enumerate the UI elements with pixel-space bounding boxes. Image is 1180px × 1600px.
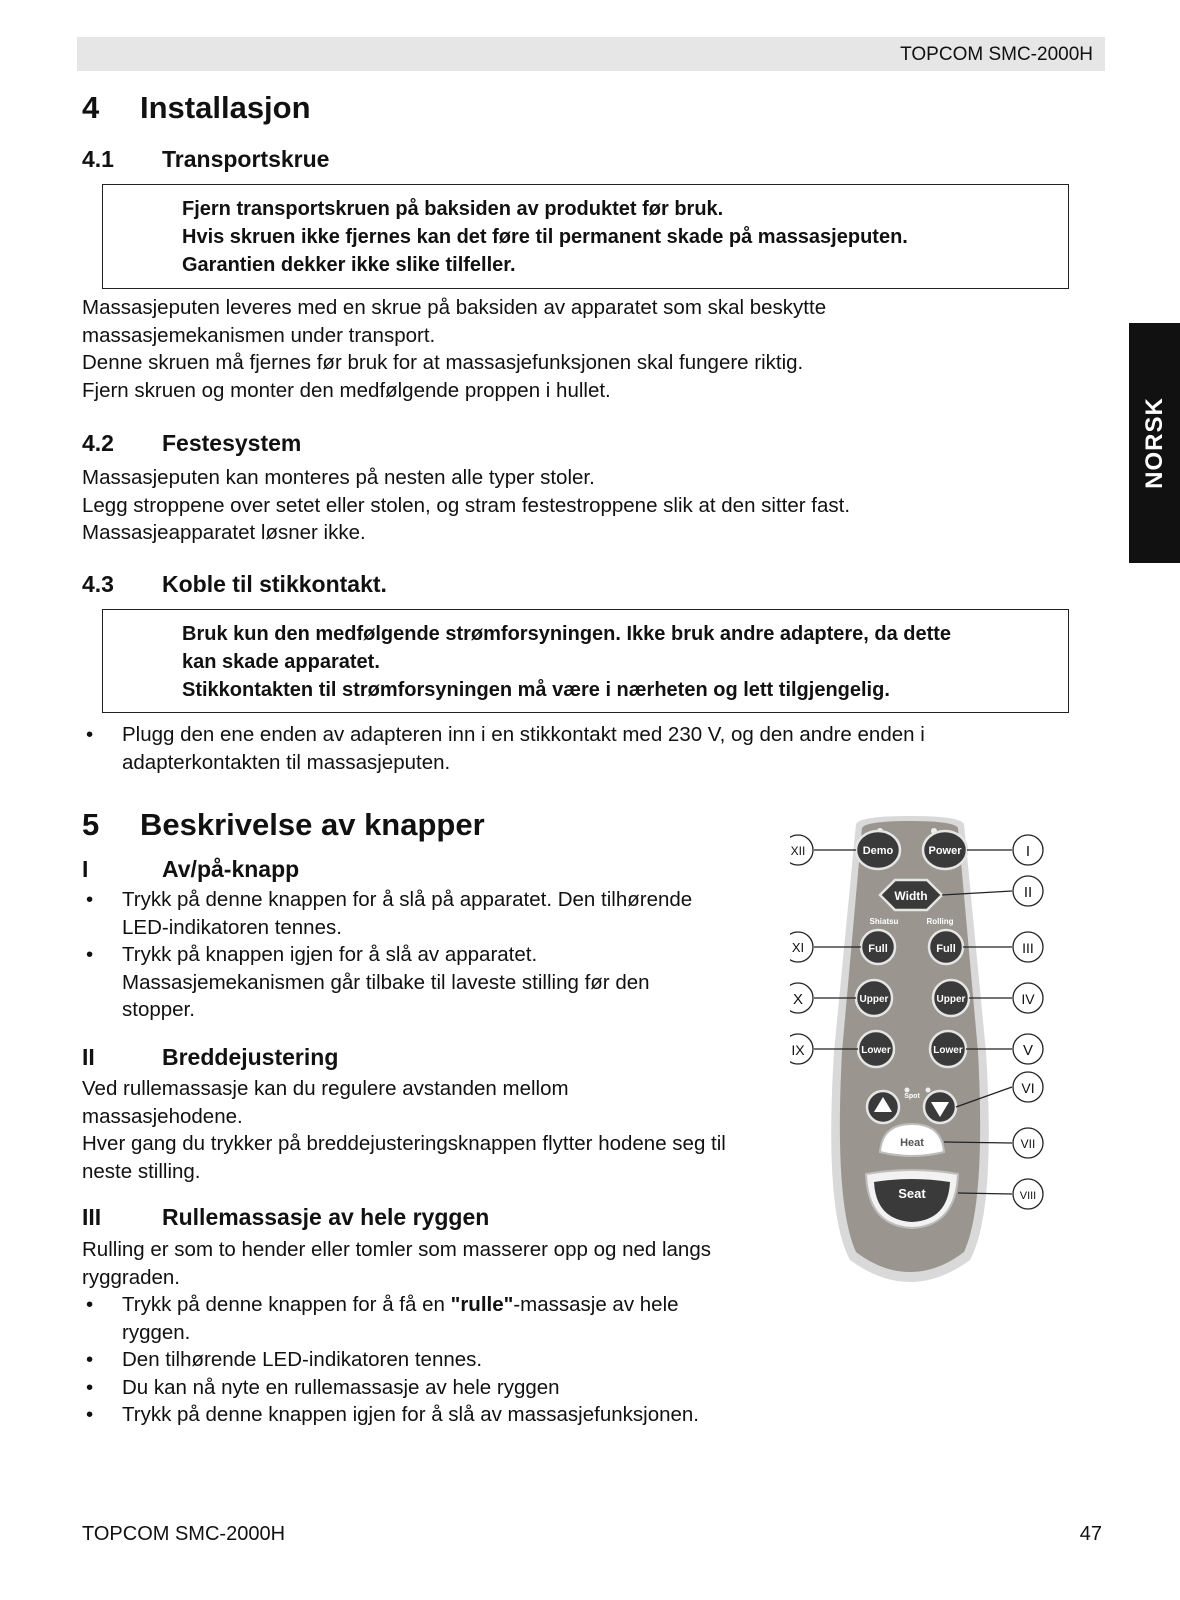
text-line: Du kan nå nyte en rullemassasje av hele ryggen xyxy=(122,1375,560,1399)
warning-line: Hvis skruen ikke fjernes kan det føre til permanent skade på massasjeputen. xyxy=(182,226,908,248)
full-rolling-button[interactable] xyxy=(929,930,963,964)
callout-iii xyxy=(1013,932,1043,962)
power-label: Power xyxy=(928,845,962,857)
callout-vii xyxy=(1013,1128,1043,1158)
heat-label: Heat xyxy=(900,1137,924,1149)
rolling-label: Rolling xyxy=(926,917,954,926)
section-4-heading xyxy=(82,90,311,126)
bullet-dot: • xyxy=(86,1375,94,1399)
text-line: Rulling er som to hender eller tomler som masserer opp og ned langs xyxy=(82,1238,711,1261)
text-line: Massasjeputen kan monteres på nesten alle typer stoler. xyxy=(82,466,595,489)
full-shiatsu-button[interactable] xyxy=(861,930,895,964)
text-line: Massasjemekanismen går tilbake til laveste stilling før den xyxy=(122,970,650,994)
text-line: LED-indikatoren tennes. xyxy=(122,915,342,939)
text-line: ryggen. xyxy=(122,1320,191,1344)
section-number: 5 xyxy=(82,807,100,842)
text-line: Fjern skruen og monter den medfølgende proppen i hullet. xyxy=(82,378,611,402)
list-item xyxy=(82,941,782,1024)
text-fragment: Trykk på denne knappen for å få en xyxy=(122,1293,451,1316)
button-roman: I xyxy=(82,856,89,882)
warning-line: Fjern transportskruen på baksiden av produktet før bruk. xyxy=(182,198,724,220)
section-number: 4 xyxy=(82,90,100,125)
text-line: stopper. xyxy=(122,998,195,1021)
lower-label: Lower xyxy=(861,1045,891,1056)
text-line: Den tilhørende LED-indikatoren tennes. xyxy=(122,1348,483,1371)
button-iii-heading xyxy=(82,1204,489,1231)
page-header xyxy=(77,37,1105,71)
list-item xyxy=(82,1346,802,1374)
callout-label: XI xyxy=(791,940,805,955)
callout-x xyxy=(790,983,813,1013)
text-line: Trykk på knappen igjen for å slå av apparatet. xyxy=(122,943,538,966)
full-label: Full xyxy=(868,943,888,955)
button-i-bullets xyxy=(82,886,782,1024)
upper-label: Upper xyxy=(936,994,966,1005)
subsection-number: 4.2 xyxy=(82,430,114,456)
subsection-title: Koble til stikkontakt. xyxy=(162,571,387,597)
upper-label: Upper xyxy=(859,994,889,1005)
callout-label: IX xyxy=(791,1042,805,1058)
text-line: massasjehodene. xyxy=(82,1104,243,1128)
callout-label: VII xyxy=(1020,1137,1036,1151)
list-item xyxy=(82,886,782,941)
bullet-dot: • xyxy=(86,1348,94,1371)
callout-iv xyxy=(1013,983,1043,1013)
upper-rolling-button[interactable] xyxy=(933,980,969,1016)
subsection-number: 4.1 xyxy=(82,146,114,172)
callout-label: X xyxy=(792,991,804,1008)
callout-label: V xyxy=(1022,1042,1034,1059)
led-indicator xyxy=(905,1088,910,1093)
callout-label: I xyxy=(1025,843,1031,860)
spot-label: Spot xyxy=(904,1093,920,1100)
text-line: neste stilling. xyxy=(82,1159,201,1183)
upper-shiatsu-button[interactable] xyxy=(856,980,892,1016)
text-line: Trykk på denne knappen igjen for å slå av massasjefunksjonen. xyxy=(122,1403,699,1426)
footer-product-name: TOPCOM SMC-2000H xyxy=(82,1523,286,1545)
list-item xyxy=(82,1291,802,1346)
warning-box-transport-screw xyxy=(102,184,1069,289)
section-5-heading xyxy=(82,807,485,843)
warning-line: Garantien dekker ikke slike tilfeller. xyxy=(182,254,516,276)
text-line: ryggraden. xyxy=(82,1265,181,1289)
callout-i xyxy=(1013,835,1043,865)
lower-shiatsu-button[interactable] xyxy=(858,1031,894,1067)
callout-label: XII xyxy=(790,844,806,858)
callout-ix xyxy=(790,1034,813,1064)
section-title: Beskrivelse av knapper xyxy=(140,807,485,842)
callout-xi xyxy=(790,932,813,962)
text-line: Legg stroppene over setet eller stolen, og stram festestroppene slik at den sitter fast. xyxy=(82,493,851,517)
subsection-title: Festesystem xyxy=(162,430,302,456)
bullet-dot: • xyxy=(86,723,94,746)
text-line: Hver gang du trykker på breddejusteringsknappen flytter hodene seg til xyxy=(82,1132,726,1155)
paragraph-width xyxy=(82,1075,802,1185)
power-button[interactable] xyxy=(923,831,967,869)
text-emphasis: "rulle" xyxy=(450,1293,514,1316)
section-4-3-heading xyxy=(82,571,387,598)
language-tab xyxy=(1129,323,1180,563)
callout-viii xyxy=(1013,1179,1043,1209)
bullet-dot: • xyxy=(86,888,94,911)
text-line xyxy=(122,1291,802,1319)
list-item xyxy=(82,1374,802,1402)
button-roman: III xyxy=(82,1204,102,1230)
width-label: Width xyxy=(894,889,928,903)
text-line: Trykk på denne knappen for å slå på apparatet. Den tilhørende xyxy=(122,888,693,911)
callout-label: IV xyxy=(1021,991,1035,1007)
subsection-number: 4.3 xyxy=(82,571,114,597)
text-line: Plugg den ene enden av adapteren inn i en stikkontakt med 230 V, og den andre enden i xyxy=(122,723,925,746)
section-4-1-heading xyxy=(82,146,329,173)
text-line: Massasjeapparatet løsner ikke. xyxy=(82,521,366,544)
header-title: TOPCOM SMC-2000H xyxy=(900,44,1093,65)
warning-line: kan skade apparatet. xyxy=(182,651,380,673)
section-4-2-heading xyxy=(82,430,301,457)
callout-vi xyxy=(1013,1072,1043,1102)
width-button[interactable] xyxy=(880,880,942,910)
full-label: Full xyxy=(936,943,956,955)
text-line: massasjemekanismen under transport. xyxy=(82,323,436,347)
shiatsu-label: Shiatsu xyxy=(869,917,899,926)
remote-control-illustration xyxy=(790,812,1090,1292)
spot-up-button[interactable] xyxy=(867,1091,899,1123)
button-roman: II xyxy=(82,1044,95,1070)
text-line: Denne skruen må fjernes før bruk for at massasjefunksjonen skal fungere riktig. xyxy=(82,351,804,374)
button-title: Breddejustering xyxy=(162,1044,339,1070)
list-item xyxy=(82,1401,802,1429)
paragraph-rolling xyxy=(82,1236,802,1429)
bullet-dot: • xyxy=(86,1293,94,1316)
section-title: Installasjon xyxy=(140,90,311,125)
callout-label: II xyxy=(1023,884,1033,901)
callout-label: VI xyxy=(1021,1080,1035,1096)
callout-v xyxy=(1013,1034,1043,1064)
button-i-heading xyxy=(82,856,299,883)
bullet-adapter xyxy=(82,721,1062,776)
paragraph-fastening xyxy=(82,464,850,547)
warning-line: Bruk kun den medfølgende strømforsyningen. Ikke bruk andre adaptere, da dette xyxy=(182,623,952,645)
button-title: Rullemassasje av hele ryggen xyxy=(162,1204,490,1230)
lower-label: Lower xyxy=(933,1045,963,1056)
subsection-title: Transportskrue xyxy=(162,146,330,172)
callout-xii xyxy=(790,835,813,865)
lower-rolling-button[interactable] xyxy=(930,1031,966,1067)
paragraph-transport-screw xyxy=(82,294,826,404)
bullet-dot: • xyxy=(86,943,94,966)
button-ii-heading xyxy=(82,1044,338,1071)
bullet-dot: • xyxy=(86,1403,94,1426)
button-title: Av/på-knapp xyxy=(162,856,300,882)
demo-label: Demo xyxy=(862,845,894,857)
led-indicator xyxy=(926,1088,931,1093)
text-fragment: -massasje av hele xyxy=(513,1293,679,1316)
page-number: 47 xyxy=(1079,1523,1102,1545)
language-tab-label: NORSK xyxy=(1140,397,1168,489)
callout-ii xyxy=(1013,876,1043,906)
text-line: Ved rullemassasje kan du regulere avstanden mellom xyxy=(82,1077,569,1100)
warning-line: Stikkontakten til strømforsyningen må være i nærheten og lett tilgjengelig. xyxy=(182,679,890,701)
text-line: adapterkontakten til massasjeputen. xyxy=(122,750,451,774)
text-line: Massasjeputen leveres med en skrue på baksiden av apparatet som skal beskytte xyxy=(82,296,827,319)
warning-box-power-supply xyxy=(102,609,1069,713)
callout-label: VIII xyxy=(1019,1190,1037,1202)
demo-button[interactable] xyxy=(856,831,900,869)
seat-label: Seat xyxy=(898,1186,926,1201)
callout-label: III xyxy=(1022,940,1034,956)
spot-down-button[interactable] xyxy=(924,1091,956,1123)
